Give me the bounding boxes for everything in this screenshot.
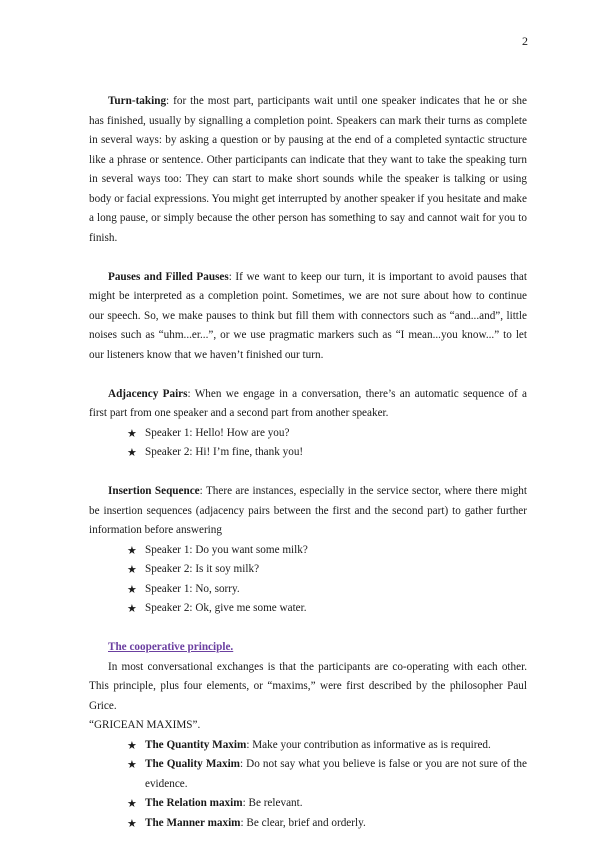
list-item: ★ The Quality Maxim: Do not say what you believe is false or you are not sure of the evidence.	[127, 755, 527, 794]
insertion-text: : There are instances, especially in the service sector, where there might be insertion sequences (adjacency pairs between the first and the second part) to gather further information before answering	[89, 485, 527, 536]
insertion-paragraph	[89, 482, 527, 541]
list-item: ★ Speaker 2: Ok, give me some water.	[127, 599, 527, 619]
insertion-term: Insertion Sequence	[108, 485, 200, 497]
cooperative-principle-heading[interactable]: The cooperative principle.	[108, 641, 234, 653]
pauses-text: : If we want to keep our turn, it is important to avoid pauses that might be interpreted as a completion point. Sometimes, we are not sure about how to continue our speech. So, we make pauses to think but fill them with connectors such as “and...and”, little noises such as “uhm...er...”, or we use pragmatic markers such as “I mean...you know...” to let our listeners know that we haven’t finished our turn.	[89, 270, 527, 361]
star-icon: ★	[127, 426, 137, 440]
star-icon: ★	[127, 582, 137, 596]
turn-taking-paragraph	[89, 92, 527, 248]
adjacency-paragraph	[89, 385, 527, 424]
star-icon: ★	[127, 738, 137, 752]
turn-taking-term: Turn-taking	[108, 95, 167, 107]
list-item: ★ The Relation maxim: Be relevant.	[127, 794, 527, 814]
document-body	[89, 92, 527, 833]
star-icon: ★	[127, 563, 137, 576]
list-item: ★ The Manner maxim: Be clear, brief and orderly.	[127, 814, 527, 834]
list-item: ★ The Quantity Maxim: Make your contribution as informative as is required.	[127, 736, 527, 756]
list-item: ★ Speaker 1: Hello! How are you?	[127, 424, 527, 444]
insertion-list	[89, 541, 527, 619]
list-item: ★ Speaker 2: Hi! I’m fine, thank you!	[127, 443, 527, 463]
list-item: ★ Speaker 2: Is it soy milk?	[127, 560, 527, 580]
maxims-list	[89, 736, 527, 834]
star-icon: ★	[127, 543, 137, 557]
gricean-maxims-label: “GRICEAN MAXIMS”.	[89, 719, 201, 731]
adjacency-term: Adjacency Pairs	[108, 387, 188, 400]
star-icon: ★	[127, 758, 137, 771]
list-item: ★ Speaker 1: No, sorry.	[127, 580, 527, 600]
pauses-paragraph	[89, 268, 527, 366]
star-icon: ★	[127, 816, 137, 830]
star-icon: ★	[127, 602, 137, 615]
cooperative-paragraph: In most conversational exchanges is that the participants are co-operating with each other. This principle, plus four elements, or “maxims,” were first described by the philosopher Paul Grice.	[89, 660, 527, 712]
page-number: 2	[522, 34, 528, 48]
star-icon: ★	[127, 446, 137, 459]
turn-taking-text: : for the most part, participants wait until one speaker indicates that he or she has finished, usually by signalling a completion point. Speakers can mark their turns as complete in several ways: by asking a question or by pausing at the end of a completed syntactic structure like a phrase or sentence. Other participants can indicate that they want to take the speaking turn in several ways too: They can start to make short sounds while the speaker is talking or using body or facial expressions. You might get interrupted by another speaker if you hesitate and make a long pause, or simply because the other person has something to say and cannot wait for you to finish.	[89, 95, 527, 244]
pauses-term: Pauses and Filled Pauses	[108, 270, 229, 283]
list-item: ★ Speaker 1: Do you want some milk?	[127, 541, 527, 561]
adjacency-list	[89, 424, 527, 463]
adjacency-text: : When we engage in a conversation, there’s an automatic sequence of a first part from one speaker and a second part from another speaker.	[89, 387, 527, 419]
star-icon: ★	[127, 797, 137, 810]
